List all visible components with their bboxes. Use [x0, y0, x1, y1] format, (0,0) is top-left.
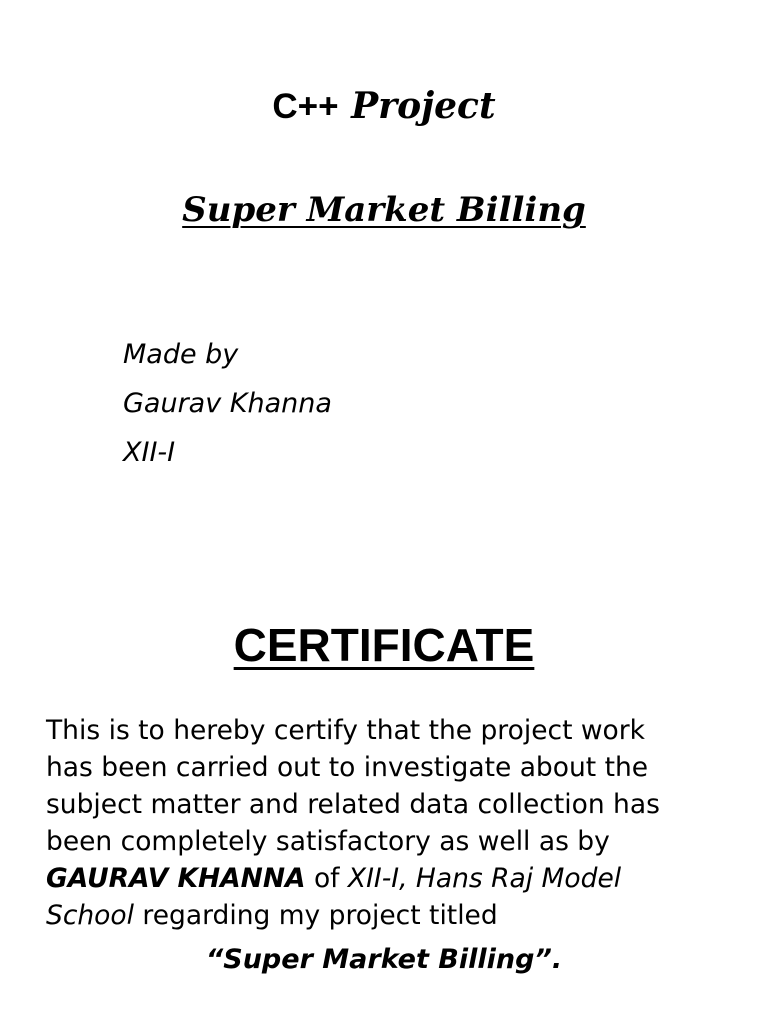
certificate-line	[46, 897, 746, 934]
certificate-heading-text: CERTIFICATE	[233, 619, 535, 671]
certificate-line: This is to hereby certify that the project work	[46, 715, 646, 746]
project-title-text: Super Market Billing	[182, 190, 586, 230]
certificate-line: been completely satisfactory as well as by	[46, 826, 610, 857]
class-school: XII-I, Hans Raj Model	[347, 863, 622, 894]
certificate-heading	[0, 618, 768, 672]
project-word: Project	[351, 85, 496, 127]
certificate-line: has been carried out to investigate about the	[46, 752, 649, 783]
project-heading	[0, 84, 768, 129]
regarding-text: regarding my project titled	[133, 900, 498, 931]
project-title	[0, 188, 768, 232]
made-by-label: Made by	[123, 339, 239, 370]
author-name: Gaurav Khanna	[123, 388, 332, 419]
certificate-line	[46, 860, 746, 897]
of-text: of	[305, 863, 348, 894]
school-word: School	[46, 900, 134, 931]
author-block	[123, 330, 332, 477]
author-class: XII-I	[123, 437, 176, 468]
certificate-line: subject matter and related data collection has	[46, 789, 660, 820]
quoted-project-title: “Super Market Billing”.	[205, 944, 563, 975]
project-language: C++	[272, 87, 339, 126]
certificate-body	[46, 712, 746, 934]
student-name: GAURAV KHANNA	[46, 863, 306, 894]
